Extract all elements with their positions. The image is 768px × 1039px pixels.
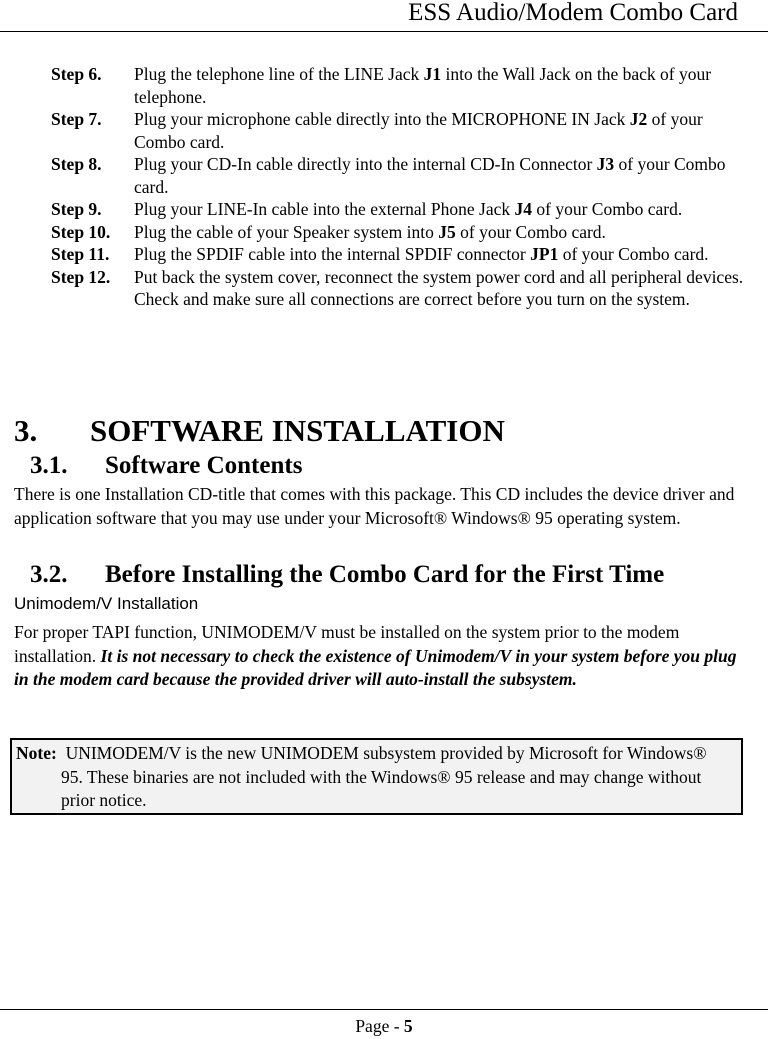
step-item: [51, 243, 751, 266]
step-label: Step 12.: [51, 266, 111, 287]
step-text: Put back the system cover, reconnect the system power cord and all peripheral devices. Check and make sure all connections are correct before you turn on the system.: [134, 266, 744, 309]
step-item: [51, 108, 751, 153]
step-item: [51, 63, 751, 108]
header-title: ESS Audio/Modem Combo Card: [408, 0, 738, 26]
note-box: [10, 738, 743, 815]
step-item: [51, 221, 751, 244]
subsection-number: 3.2.: [30, 561, 68, 588]
subsection-title: Before Installing the Combo Card for the First Time: [105, 561, 665, 588]
page-number: Page - 5: [355, 1016, 413, 1036]
step-label: Step 7.: [51, 109, 102, 129]
subsection-number: 3.1.: [30, 452, 68, 479]
step-text: Plug the SPDIF cable into the internal SPDIF connector JP1 of your Combo card.: [134, 244, 709, 264]
step-label: Step 10.: [51, 221, 111, 242]
step-text: Plug your microphone cable directly into the MICROPHONE IN Jack J2 of your Combo card.: [134, 109, 703, 152]
step-text: Plug the cable of your Speaker system into J5 of your Combo card.: [134, 221, 606, 242]
step-text: Plug your LINE-In cable into the external Phone Jack J4 of your Combo card.: [134, 199, 683, 219]
section-number: 3.: [14, 413, 38, 448]
note-body: UNIMODEM/V is the new UNIMODEM subsystem provided by Microsoft for Windows® 95. These binaries are not included with the Windows® 95 release and may change without prior notice.: [61, 743, 707, 810]
section-title: SOFTWARE INSTALLATION: [90, 413, 505, 448]
subsection-title: Software Contents: [105, 452, 303, 479]
unimodem-subheading: Unimodem/V Installation: [14, 594, 199, 613]
note-label: Note:: [16, 743, 57, 763]
installation-steps: [51, 63, 751, 311]
subsection-heading: [30, 560, 664, 590]
note-text: [16, 742, 721, 813]
section-heading: [14, 412, 505, 450]
step-item: [51, 266, 751, 311]
step-label: Step 11.: [51, 244, 110, 264]
page-footer: [0, 1009, 768, 1039]
step-text: Plug the telephone line of the LINE Jack J1 into the Wall Jack on the back of your telephone.: [134, 64, 712, 107]
step-item: [51, 198, 751, 221]
step-text: Plug your CD-In cable directly into the internal CD-In Connector J3 of your Combo card.: [134, 154, 726, 197]
subsection-heading: [30, 451, 302, 481]
step-label: Step 6.: [51, 64, 102, 84]
step-label: Step 9.: [51, 199, 102, 219]
page-header: [0, 0, 768, 32]
software-contents-paragraph: There is one Installation CD-title that comes with this package. This CD includes the device driver and application software that you may use under your Microsoft® Windows® 95 operating system.: [14, 484, 735, 528]
step-label: Step 8.: [51, 154, 102, 174]
unimodem-emphasis: It is not necessary to check the existence of Unimodem/V in your system before you plug in the modem card because the provided driver will auto-install the subsystem.: [14, 645, 737, 689]
step-item: [51, 153, 751, 198]
unimodem-paragraph: [14, 621, 754, 692]
unimodem-body: For proper TAPI function, UNIMODEM/V must be installed on the system prior to the modem installation.: [14, 622, 680, 666]
